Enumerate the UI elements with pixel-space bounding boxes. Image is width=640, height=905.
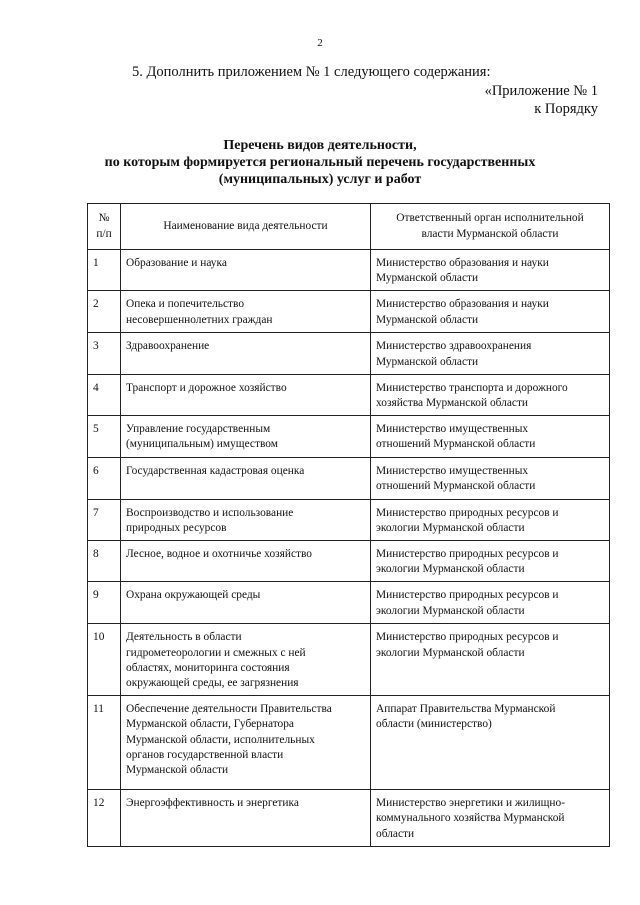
responsible-body-cell [371,696,610,790]
responsible-body-line: Министерство природных ресурсов и [376,631,559,644]
responsible-body-line: Министерство имущественных [376,464,529,477]
responsible-body-line: Министерство образования и науки [376,257,549,269]
table-row [88,582,610,624]
row-number: 3 [88,333,121,374]
activity-name-line: Государственная кадастровая оценка [126,464,305,477]
appendix-reference-line: к Порядку [534,101,598,117]
responsible-body-cell [371,790,610,847]
activity-name-cell [121,457,371,499]
responsible-body-line: Министерство природных ресурсов и [376,589,559,602]
header-responsible-body [371,204,610,250]
header-responsible-body-line: Ответственный орган исполнительной [396,212,584,225]
table-row [88,790,610,847]
table-header-row [88,204,610,250]
activity-name-cell [121,333,371,374]
row-number: 9 [88,582,121,624]
responsible-body-line: Мурманской области [376,272,479,285]
responsible-body-line: Министерство транспорта и дорожного [376,381,568,394]
responsible-body-cell [371,250,610,291]
activity-name-cell [121,624,371,696]
row-number: 12 [88,790,121,847]
responsible-body-line: Министерство природных ресурсов и [376,506,559,519]
table-row [88,499,610,540]
activity-name-line: Деятельность в области [126,631,242,644]
document-title-line: (муниципальных) услуг и работ [218,172,422,187]
responsible-body-line: Аппарат Правительства Мурманской [376,703,556,716]
responsible-body-line: экологии Мурманской области [376,646,525,659]
activity-name-line: областях, мониторинга состояния [126,661,290,674]
responsible-body-line: области (министерство) [376,718,492,731]
page-number: 2 [317,37,323,49]
responsible-body-cell [371,624,610,696]
row-number: 4 [88,374,121,415]
appendix-reference-line: «Приложение № 1 [484,83,598,99]
responsible-body-cell [371,333,610,374]
table-row [88,457,610,499]
activity-name-line: Образование и наука [126,257,227,269]
responsible-body-line: коммунального хозяйства Мурманской [376,812,565,825]
responsible-body-line: области [376,827,415,840]
appendix-reference [485,82,598,118]
responsible-body-line: хозяйства Мурманской области [376,397,529,410]
activity-name-cell [121,499,371,540]
responsible-body-line: отношений Мурманской области [376,479,536,492]
activity-name-cell [121,582,371,624]
activity-name-line: природных ресурсов [126,521,227,534]
activities-table [87,203,610,847]
responsible-body-cell [371,291,610,333]
activity-name-line: (муниципальным) имуществом [126,438,278,451]
table-row [88,696,610,790]
activity-name-cell [121,790,371,847]
activity-name-line: Мурманской области, исполнительных [126,733,315,746]
responsible-body-line: Мурманской области [376,313,479,326]
activity-name-line: Охрана окружающей среды [126,589,261,602]
activity-name-line: Здравоохранение [126,340,210,353]
activity-name-cell [121,291,371,333]
header-activity-name: Наименование вида деятельности [121,204,371,250]
header-number [88,204,121,250]
row-number: 1 [88,250,121,291]
row-number: 7 [88,499,121,540]
activity-name-line: несовершеннолетних граждан [126,313,273,326]
table-row [88,416,610,457]
row-number: 5 [88,416,121,457]
activity-name-cell [121,374,371,415]
responsible-body-line: экологии Мурманской области [376,521,525,534]
responsible-body-line: экологии Мурманской области [376,563,525,576]
activity-name-line: окружающей среды, ее загрязнения [126,677,299,690]
responsible-body-cell [371,582,610,624]
responsible-body-line: Мурманской области [376,355,479,368]
table-row [88,250,610,291]
row-number: 8 [88,541,121,582]
activity-name-line: органов государственной власти [126,748,284,761]
header-number-line: п/п [96,227,112,240]
activity-name-line: Лесное, водное и охотничье хозяйство [126,548,312,561]
responsible-body-line: Министерство природных ресурсов и [376,548,559,561]
responsible-body-cell [371,457,610,499]
responsible-body-line: Министерство имущественных [376,423,529,436]
document-title-line: по которым формируется региональный перечень государственных [104,155,536,170]
activity-name-line: гидрометеорологии и смежных с ней [126,646,306,659]
responsible-body-line: Министерство образования и науки [376,298,549,311]
activity-name-line: Мурманской области [126,764,229,777]
activity-name-cell [121,696,371,790]
responsible-body-cell [371,416,610,457]
activity-name-cell [121,541,371,582]
activity-name-cell [121,250,371,291]
table-row [88,374,610,415]
intro-paragraph: 5. Дополнить приложением № 1 следующего содержания: [132,64,491,80]
row-number: 11 [88,696,121,790]
activity-name-line: Мурманской области, Губернатора [126,718,294,731]
table-body [88,250,610,847]
activity-name-line: Опека и попечительство [126,298,245,311]
activity-name-line: Энергоэффективность и энергетика [126,797,299,810]
document-title [60,137,580,188]
activity-name-line: Транспорт и дорожное хозяйство [126,381,287,394]
activity-name-line: Обеспечение деятельности Правительства [126,703,332,716]
table-row [88,541,610,582]
activity-name-cell [121,416,371,457]
responsible-body-cell [371,374,610,415]
row-number: 6 [88,457,121,499]
activity-name-line: Воспроизводство и использование [126,506,294,519]
document-title-line: Перечень видов деятельности, [223,138,417,153]
responsible-body-cell [371,541,610,582]
responsible-body-line: экологии Мурманской области [376,604,525,617]
header-number-line: № [98,212,110,225]
table-row [88,624,610,696]
responsible-body-cell [371,499,610,540]
responsible-body-line: Министерство здравоохранения [376,340,532,353]
table-row [88,291,610,333]
row-number: 2 [88,291,121,333]
table-row [88,333,610,374]
responsible-body-line: Министерство энергетики и жилищно- [376,797,565,810]
header-responsible-body-line: власти Мурманской области [421,227,559,240]
activity-name-line: Управление государственным [126,423,271,436]
responsible-body-line: отношений Мурманской области [376,438,536,451]
row-number: 10 [88,624,121,696]
